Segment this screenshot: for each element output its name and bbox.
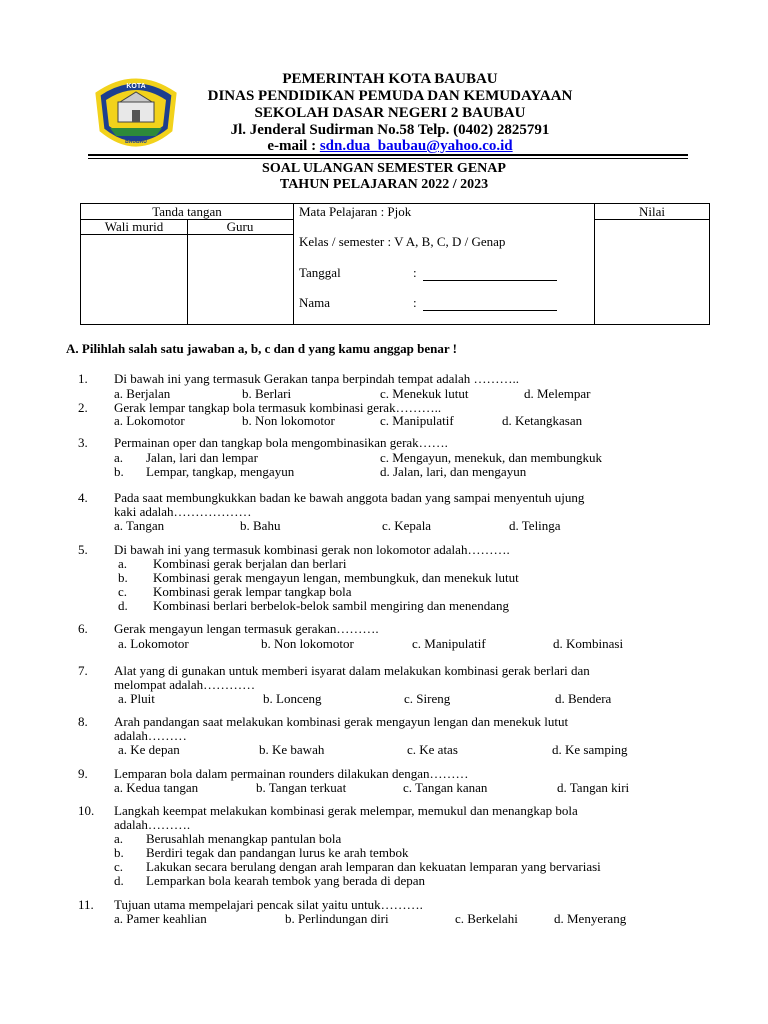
option-c[interactable]: c. Sireng	[404, 691, 451, 706]
option-c[interactable]: c. Manipulatif	[380, 413, 454, 428]
question-text: Di bawah ini yang termasuk Gerakan tanpa berpindah tempat adalah ………..	[114, 371, 520, 386]
header-address: Jl. Jenderal Sudirman No.58 Telp. (0402) 2825791	[230, 122, 550, 138]
question-text-continued: adalah………	[114, 728, 187, 743]
option-c-marker: c.	[118, 584, 128, 599]
option-c[interactable]: c. Manipulatif	[412, 636, 486, 651]
question-number: 7.	[78, 663, 88, 678]
option-b-marker: b.	[118, 570, 128, 585]
question-number: 3.	[78, 435, 88, 450]
option-a[interactable]: Jalan, lari dan lempar	[146, 450, 258, 465]
teacher-signature-header: Guru	[226, 219, 254, 234]
date-label: Tanggal	[299, 265, 341, 280]
question-number: 9.	[78, 766, 88, 781]
name-label: Nama	[299, 295, 331, 310]
option-d[interactable]: d. Melempar	[524, 386, 591, 401]
option-b[interactable]: b. Non lokomotor	[242, 413, 335, 428]
option-d-marker: d.	[118, 598, 128, 613]
option-c[interactable]: Lakukan secara berulang dengan arah lemparan dan kekuatan lemparan yang bervariasi	[146, 859, 601, 874]
option-c[interactable]: c. Ke atas	[407, 742, 458, 757]
option-d-marker: d.	[114, 873, 124, 888]
option-d[interactable]: d. Telinga	[509, 518, 561, 533]
option-d[interactable]: d. Ketangkasan	[502, 413, 583, 428]
question-number: 5.	[78, 542, 88, 557]
question-number: 11.	[78, 897, 94, 912]
exam-title: SOAL ULANGAN SEMESTER GENAP	[262, 161, 506, 176]
option-d[interactable]: d. Tangan kiri	[557, 780, 630, 795]
section-instruction: A. Pilihlah salah satu jawaban a, b, c dan d yang kamu anggap benar !	[66, 341, 457, 356]
option-c[interactable]: Kombinasi gerak lempar tangkap bola	[153, 584, 352, 599]
score-header: Nilai	[639, 204, 665, 219]
email-label: e-mail :	[267, 138, 320, 154]
option-c[interactable]: c. Tangan kanan	[403, 780, 488, 795]
email-link[interactable]: sdn.dua_baubau@yahoo.co.id	[319, 138, 513, 154]
question-number: 6.	[78, 621, 88, 636]
option-d[interactable]: d. Menyerang	[554, 911, 627, 926]
logo-text-top: KOTA	[126, 83, 146, 90]
question-text: Pada saat membungkukkan badan ke bawah anggota badan yang sampai menyentuh ujung	[114, 490, 585, 505]
header-school: SEKOLAH DASAR NEGERI 2 BAUBAU	[254, 105, 526, 121]
option-d[interactable]: d. Ke samping	[552, 742, 628, 757]
option-b[interactable]: Lempar, tangkap, mengayun	[146, 464, 295, 479]
option-a[interactable]: a. Lokomotor	[114, 413, 185, 428]
option-a[interactable]: a. Tangan	[114, 518, 165, 533]
option-a[interactable]: Kombinasi gerak berjalan dan berlari	[153, 556, 347, 571]
option-a-marker: a.	[118, 556, 128, 571]
option-d[interactable]: Kombinasi berlari berbelok-belok sambil mengiring dan menendang	[153, 598, 509, 613]
option-d[interactable]: Lemparkan bola kearah tembok yang berada di depan	[146, 873, 426, 888]
option-c[interactable]: c. Mengayun, menekuk, dan membungkuk	[380, 450, 603, 465]
header-department: DINAS PENDIDIKAN PEMUDA DAN KEMUDAYAAN	[207, 88, 573, 104]
option-b[interactable]: b. Tangan terkuat	[256, 780, 347, 795]
option-b[interactable]: b. Ke bawah	[259, 742, 325, 757]
class-semester-field: Kelas / semester : V A, B, C, D / Genap	[299, 234, 506, 249]
question-text: Di bawah ini yang termasuk kombinasi gerak non lokomotor adalah……….	[114, 542, 510, 557]
header-divider-thick	[88, 154, 688, 156]
option-a[interactable]: a. Pamer keahlian	[114, 911, 207, 926]
option-b-marker: b.	[114, 464, 124, 479]
option-a[interactable]: a. Pluit	[118, 691, 155, 706]
option-a[interactable]: a. Berjalan	[114, 386, 171, 401]
option-b[interactable]: Kombinasi gerak mengayun lengan, membungkuk, dan menekuk lutut	[153, 570, 519, 585]
option-c-marker: c.	[114, 859, 124, 874]
option-a[interactable]: a. Ke depan	[118, 742, 180, 757]
option-b[interactable]: b. Perlindungan diri	[285, 911, 389, 926]
logo-text-bottom: BAUBAU	[125, 139, 147, 145]
option-c[interactable]: c. Berkelahi	[455, 911, 518, 926]
question-text: Gerak mengayun lengan termasuk gerakan……….	[114, 621, 379, 636]
name-field[interactable]: :	[413, 295, 557, 311]
option-b-marker: b.	[114, 845, 124, 860]
question-text: Gerak lempar tangkap bola termasuk kombinasi gerak………..	[114, 400, 442, 415]
question-text: Arah pandangan saat melakukan kombinasi gerak mengayun lengan dan menekuk lutut	[114, 714, 569, 729]
signature-header: Tanda tangan	[152, 204, 222, 219]
option-a[interactable]: Berusahlah menangkap pantulan bola	[146, 831, 342, 846]
subject-field: Mata Pelajaran : Pjok	[299, 204, 412, 219]
option-b[interactable]: b. Bahu	[240, 518, 281, 533]
school-year: TAHUN PELAJARAN 2022 / 2023	[279, 177, 489, 192]
question-text: Alat yang di gunakan untuk memberi isyarat dalam melakukan kombinasi gerak berlari dan	[114, 663, 590, 678]
question-text-continued: kaki adalah………………	[114, 504, 252, 519]
info-table	[80, 203, 710, 325]
option-d[interactable]: d. Kombinasi	[553, 636, 624, 651]
option-c[interactable]: c. Kepala	[382, 518, 432, 533]
parent-signature-header: Wali murid	[104, 219, 164, 234]
question-text: Lemparan bola dalam permainan rounders dilakukan dengan………	[114, 766, 469, 781]
option-a-marker: a.	[114, 450, 124, 465]
question-text-continued: adalah……….	[114, 817, 191, 832]
option-a[interactable]: a. Kedua tangan	[114, 780, 199, 795]
option-d[interactable]: d. Jalan, lari, dan mengayun	[380, 464, 527, 479]
option-a[interactable]: a. Lokomotor	[118, 636, 189, 651]
option-d[interactable]: d. Bendera	[555, 691, 612, 706]
question-text: Permainan oper dan tangkap bola mengombinasikan gerak…….	[114, 435, 448, 450]
city-emblem-logo	[90, 72, 182, 150]
question-text: Langkah keempat melakukan kombinasi gerak melempar, memukul dan menangkap bola	[114, 803, 578, 818]
question-number: 4.	[78, 490, 88, 505]
header-email-line	[180, 138, 600, 155]
header-divider-thin	[88, 158, 688, 159]
option-c[interactable]: c. Menekuk lutut	[380, 386, 469, 401]
option-a-marker: a.	[114, 831, 124, 846]
question-text: Tujuan utama mempelajari pencak silat yaitu untuk……….	[114, 897, 423, 912]
option-b[interactable]: b. Non lokomotor	[261, 636, 354, 651]
option-b[interactable]: b. Lonceng	[263, 691, 322, 706]
question-number: 1.	[78, 371, 88, 386]
option-b[interactable]: b. Berlari	[242, 386, 292, 401]
question-number: 10.	[78, 803, 95, 818]
question-number: 8.	[78, 714, 88, 729]
header-government: PEMERINTAH KOTA BAUBAU	[282, 71, 498, 87]
question-text-continued: melompat adalah…………	[114, 677, 256, 692]
option-b[interactable]: Berdiri tegak dan pandangan lurus ke arah tembok	[146, 845, 409, 860]
question-number: 2.	[78, 400, 88, 415]
date-field[interactable]: :	[413, 265, 557, 281]
